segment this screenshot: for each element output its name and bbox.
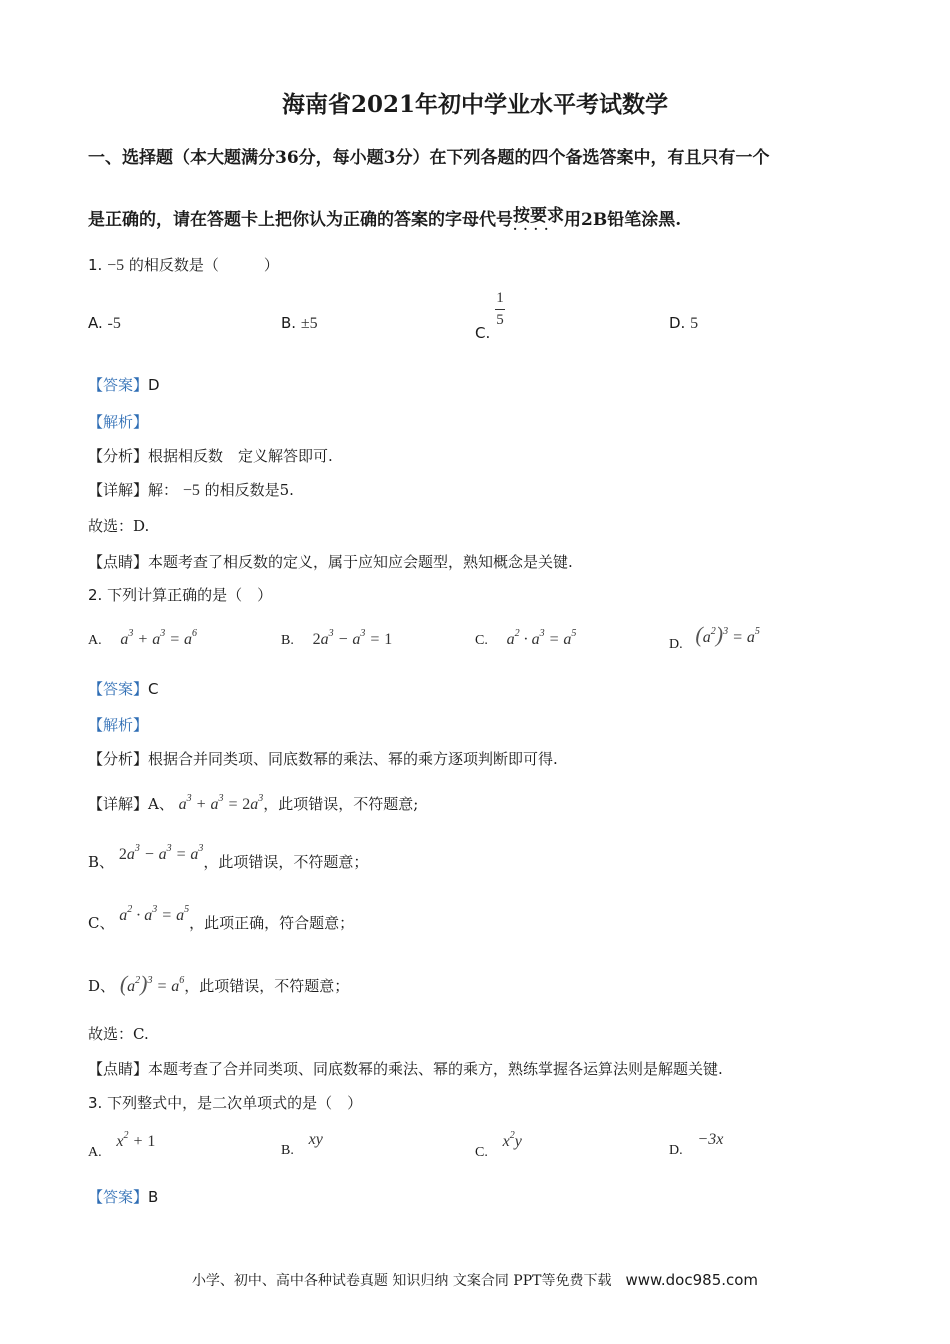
- q3-option-d-label: D.: [669, 1143, 683, 1158]
- q2-item-c-prefix: C、: [88, 914, 115, 932]
- fraction-bar: [495, 309, 505, 310]
- question-3-text: 下列整式中，是二次单项式的是（ ）: [107, 1094, 363, 1112]
- fenxi-tag: 【分析】: [88, 750, 149, 768]
- q2-item-b-math: $2a^3 - a^3 = a^3$: [118, 843, 204, 863]
- section-instruction-line2: [88, 205, 681, 230]
- question-1-number: 1.: [88, 256, 103, 274]
- xiangjie-tag: 【详解】: [88, 795, 149, 813]
- q2-option-b: [281, 628, 392, 649]
- question-1: [88, 254, 279, 275]
- q2-dianjing-text: 本题考查了合并同类项、同底数幂的乘法、幂的乘方，熟练掌握各运算法则是解题关键.: [148, 1060, 723, 1078]
- q3-option-c-label: C.: [475, 1145, 488, 1160]
- q1-option-b: [281, 314, 318, 333]
- section-line2-part2: 用2B铅笔涂黑.: [564, 210, 682, 230]
- footer-url-link[interactable]: www.doc985.com: [625, 1271, 759, 1289]
- xiangjie-tag: 【详解】: [88, 481, 149, 499]
- footer-text: 小学、初中、高中各种试卷真题 知识归纳 文案合同 PPT等免费下载: [191, 1273, 612, 1289]
- q1-option-b-label: B.: [281, 314, 297, 332]
- q2-item-a-math: $a^3 + a^3 = 2a^3$: [178, 793, 264, 813]
- q1-option-a-value: -5: [107, 315, 121, 332]
- q2-answer-value: C: [148, 680, 159, 698]
- q2-item-c-math: $a^2 \cdot a^3 = a^5$: [119, 904, 190, 924]
- q2-option-d: [669, 622, 760, 652]
- q1-option-a: [88, 314, 121, 333]
- q1-xiangjie-prefix: 解：: [148, 481, 179, 499]
- q3-option-a-math: $x^2 + 1$: [116, 1130, 156, 1150]
- q1-option-d-label: D.: [669, 314, 686, 332]
- q2-item-d-prefix: D、: [88, 977, 116, 995]
- q2-item-a-comment: ，此项错误，不符题意;: [263, 795, 419, 813]
- q1-fenxi: [88, 445, 333, 466]
- section-instruction-line1: 一、选择题（本大题满分36分，每小题3分）在下列各题的四个备选答案中，有且只有一个: [88, 148, 770, 168]
- question-1-math: −5: [107, 257, 125, 274]
- q2-item-b-prefix: B、: [88, 853, 115, 871]
- q2-item-d-math: $(a^2)^3 = a^6$: [119, 971, 185, 996]
- answer-tag: 【答案】: [88, 1188, 149, 1206]
- q1-fenxi-text: 根据相反数 定义解答即可.: [148, 447, 333, 465]
- q2-fenxi: [88, 748, 558, 769]
- q2-fenxi-text: 根据合并同类项、同底数幂的乘法、幂的乘方逐项判断即可得.: [148, 750, 558, 768]
- answer-tag: 【答案】: [88, 376, 149, 394]
- page-footer: [0, 1270, 950, 1290]
- q3-answer-value: B: [148, 1188, 159, 1206]
- q2-option-a-math: $a^3 + a^3 = a^6$: [120, 628, 197, 648]
- q3-option-c: [475, 1130, 522, 1160]
- q1-analysis-tag: 【解析】: [88, 413, 149, 431]
- q2-xiangjie-b: [88, 843, 369, 872]
- q2-guxuan: 故选：C.: [88, 1025, 149, 1043]
- q2-xiangjie-a: [88, 793, 418, 814]
- q1-option-c-label: C.: [475, 323, 491, 342]
- section-line2-emphasis: 按要求 · · · ·: [513, 201, 564, 226]
- q2-option-a-label: A.: [88, 633, 102, 648]
- q1-xiangjie: [88, 479, 294, 500]
- q2-item-d-comment: ，此项错误，不符题意；: [184, 977, 350, 995]
- q2-option-c-label: C.: [475, 633, 488, 648]
- page-title: 海南省2021年初中学业水平考试数学: [281, 91, 668, 118]
- answer-tag: 【答案】: [88, 680, 149, 698]
- question-3: [88, 1092, 362, 1113]
- q3-option-a: [88, 1130, 156, 1160]
- q1-dianjing: [88, 551, 573, 572]
- q1-option-d: [669, 314, 698, 333]
- question-3-number: 3.: [88, 1094, 103, 1112]
- q3-option-b-math: xy: [308, 1131, 323, 1148]
- q2-option-c-math: $a^2 \cdot a^3 = a^5$: [506, 628, 577, 648]
- q1-xiangjie-text: 的相反数是5.: [204, 481, 294, 499]
- q1-option-a-label: A.: [88, 314, 103, 332]
- q2-xiangjie-d: [88, 971, 349, 997]
- q2-option-a: [88, 628, 197, 649]
- fraction-denominator: 5: [496, 312, 504, 328]
- q1-xiangjie-math: −5: [182, 482, 200, 499]
- q3-option-d-math: −3x: [697, 1131, 724, 1148]
- dianjing-tag: 【点睛】: [88, 553, 149, 571]
- q2-item-b-comment: ，此项错误，不符题意；: [203, 853, 369, 871]
- section-line2-part1: 是正确的，请在答题卡上把你认为正确的答案的字母代号: [88, 210, 513, 230]
- q2-item-c-comment: ，此项正确，符合题意；: [189, 914, 355, 932]
- question-2: [88, 584, 272, 605]
- q3-option-a-label: A.: [88, 1145, 102, 1160]
- q2-option-d-math: $(a^2)^3 = a^5$: [695, 622, 760, 647]
- question-2-number: 2.: [88, 586, 103, 604]
- fenxi-tag: 【分析】: [88, 447, 149, 465]
- q3-option-c-math: $x^2y$: [502, 1130, 522, 1150]
- q2-dianjing: [88, 1058, 723, 1079]
- q1-answer: [88, 374, 160, 395]
- q1-dianjing-text: 本题考查了相反数的定义，属于应知应会题型，熟知概念是关键.: [148, 553, 573, 571]
- q2-answer: [88, 678, 159, 699]
- q2-option-b-label: B.: [281, 633, 294, 648]
- q3-answer: [88, 1186, 158, 1207]
- question-1-text: 的相反数是（ ）: [128, 256, 279, 274]
- q2-option-d-label: D.: [669, 637, 683, 652]
- q1-option-b-value: ±5: [300, 315, 318, 332]
- q1-answer-value: D: [148, 376, 160, 394]
- dianjing-tag: 【点睛】: [88, 1060, 149, 1078]
- q1-option-d-value: 5: [690, 315, 699, 332]
- q3-option-d: [669, 1130, 724, 1158]
- q2-option-c: [475, 628, 576, 649]
- q2-option-b-math: $2a^3 - a^3 = 1$: [312, 628, 393, 648]
- q2-analysis-tag: 【解析】: [88, 716, 149, 734]
- q3-option-b-label: B.: [281, 1143, 294, 1158]
- q1-option-c: [475, 290, 505, 342]
- q1-guxuan: 故选：D.: [88, 517, 150, 535]
- q2-item-a-prefix: A、: [148, 795, 174, 813]
- q3-option-b: [281, 1130, 323, 1158]
- fraction-numerator: 1: [496, 290, 504, 306]
- q2-xiangjie-c: [88, 904, 355, 933]
- question-2-text: 下列计算正确的是（ ）: [107, 586, 273, 604]
- q1-option-c-fraction: [495, 290, 505, 329]
